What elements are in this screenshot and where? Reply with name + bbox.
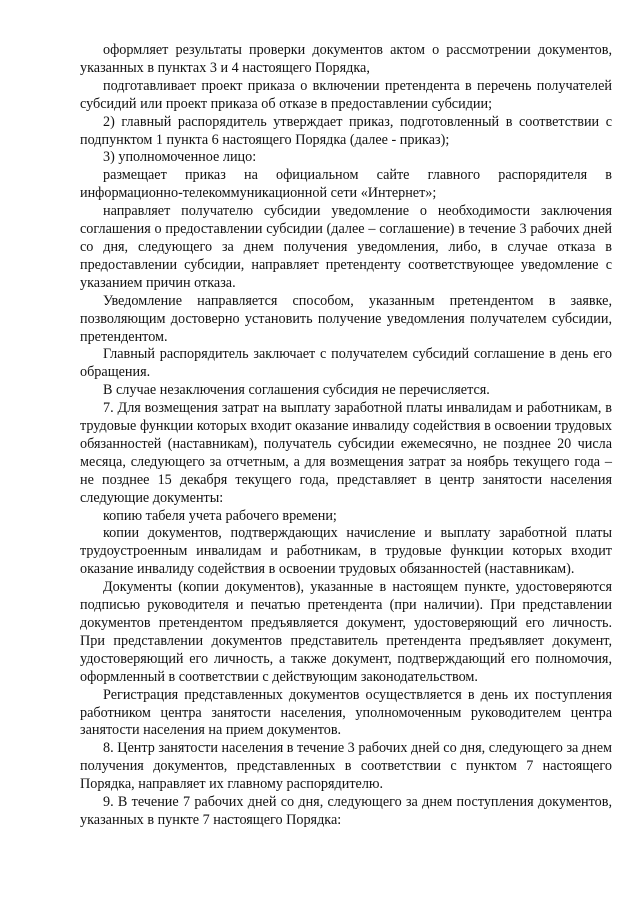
document-page bbox=[80, 42, 612, 830]
paragraph-prepare-order: подготавливает проект приказа о включении претендента в перечень получателей субсидий или проект приказа об отказе в предоставлении субсидии; bbox=[80, 77, 612, 112]
paragraph-agreement-day: Главный распорядитель заключает с получателем субсидий соглашение в день его обращения. bbox=[80, 346, 612, 381]
paragraph-documents-certification: Документы (копии документов), указанные в настоящем пункте, удостоверяются подписью руководителя и печатью претендента (при наличии). При представлении документов претендентом предъявляется документ, удостоверяющий его личность. При представлении документов представитель претендента предъявляет документ, удостоверяющий его личность, а также документ, подтверждающий его полномочия, оформленный в соответствии с действующим законодательством. bbox=[80, 579, 612, 685]
paragraph-publish-order: размещает приказ на официальном сайте главного распорядителя в информационно-телекоммуникационной сети «Интернет»; bbox=[80, 167, 612, 202]
paragraph-registration: Регистрация представленных документов осуществляется в день их поступления работником центра занятости населения, уполномоченным руководителем центра занятости населения на прием документов. bbox=[80, 686, 612, 739]
paragraph-notice-method: Уведомление направляется способом, указанным претендентом в заявке, позволяющим достоверно установить получение уведомления получателем субсидии, претендентом. bbox=[80, 292, 612, 345]
paragraph-authorized-person: 3) уполномоченное лицо: bbox=[103, 149, 257, 166]
paragraph-check-results: оформляет результаты проверки документов актом о рассмотрении документов, указанных в пунктах 3 и 4 настоящего Порядка, bbox=[80, 42, 612, 76]
paragraph-approve-order: 2) главный распорядитель утверждает приказ, подготовленный в соответствии с подпунктом 1 пункта 6 настоящего Порядка (далее - приказ); bbox=[80, 113, 612, 148]
paragraph-item-7: 7. Для возмещения затрат на выплату заработной платы инвалидам и работникам, в трудовые функции которых входит оказание инвалиду содействия в освоении трудовых обязанностей (наставникам), получатель субсидии ежемесячно, не позднее 20 числа месяца, следующего за отчетным, а для возмещения затрат за ноябрь текущего года – не позднее 15 декабря текущего года, представляет в центр занятости населения следующие документы: bbox=[80, 400, 612, 506]
paragraph-item-9: 9. В течение 7 рабочих дней со дня, следующего за днем поступления документов, указанных в пункте 7 настоящего Порядка: bbox=[80, 794, 612, 828]
paragraph-payroll-copies: копии документов, подтверждающих начисление и выплату заработной платы трудоустроенным инвалидам и работникам, в трудовые функции которых входит оказание инвалиду содействия в освоении трудовых обязанностей (наставникам). bbox=[80, 525, 612, 578]
paragraph-item-8: 8. Центр занятости населения в течение 3 рабочих дней со дня, следующего за днем получения документов, представленных в соответствии с пунктом 7 настоящего Порядка, направляет их главному распорядителю. bbox=[80, 740, 612, 793]
paragraph-send-notice: направляет получателю субсидии уведомление о необходимости заключения соглашения о предоставлении субсидии (далее – соглашение) в течение 3 рабочих дней со дня, следующего за днем получения уведомления, либо, в случае отказа в предоставлении субсидии, направляет претенденту соответствующее уведомление с указанием причин отказа. bbox=[80, 203, 612, 291]
paragraph-no-agreement: В случае незаключения соглашения субсидия не перечисляется. bbox=[103, 382, 490, 399]
paragraph-timesheet-copy: копию табеля учета рабочего времени; bbox=[103, 507, 337, 524]
